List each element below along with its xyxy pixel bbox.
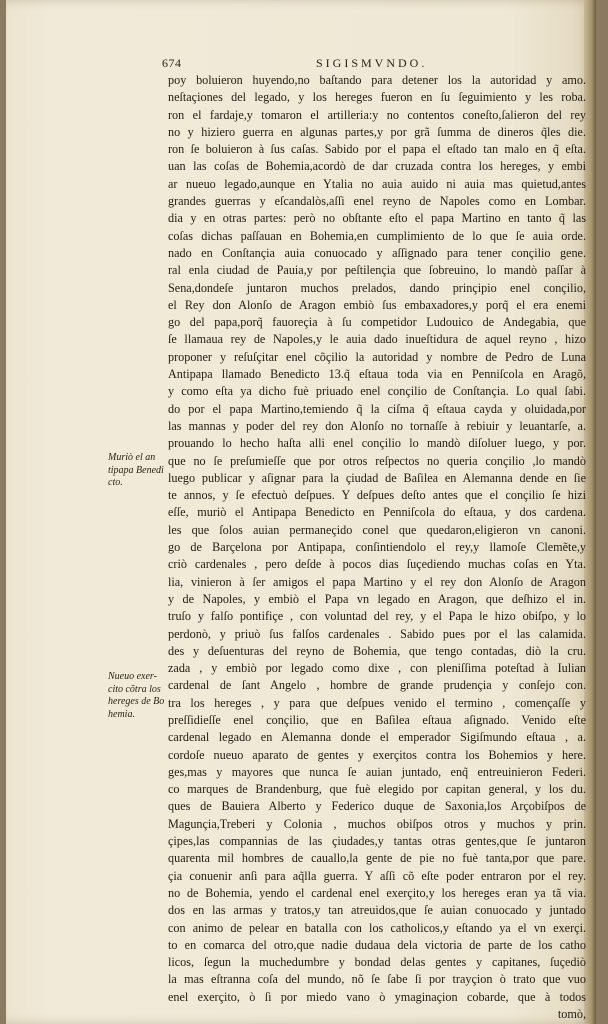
text-line: tomò, [557, 1007, 586, 1022]
margin-note-line: cito cõtra los [108, 683, 161, 695]
text-line: do por el papa Martino,temiendo q̃ la ciſma q̃ eſtaua cayda y oluidada,por [168, 401, 586, 416]
text-line: y como eſta ya dicho fuè priuado enel conçilio de Conſtançia. Lo qual ſabi. [168, 384, 586, 399]
text-line: eſſe, muriò el Antipapa Benedicto en Penniſcola do eſtaua, y dos cardena. [168, 505, 586, 520]
text-line: go de Barçelona por Antipapa, conſintiendolo el rey,y llamoſe Clemẽte,y [168, 540, 586, 555]
text-line: no y hiziero guerra en algunas partes,y por grã ſumma de dineros q̃les die. [168, 124, 586, 139]
text-line: coſas dichas paſſauan en Bohemia,en cumplimiento de lo que ſe auia orde. [168, 228, 586, 243]
margin-note-antipapa [108, 452, 170, 490]
text-line: ral enla ciudad de Pauia,y por peſtilençia que ſobreuino, lo mandò paſſar à [168, 263, 586, 278]
text-line: enel exerçito, ò ſi por miedo vano ò ymaginaçion cobarde, que à todos [168, 989, 586, 1004]
text-line: çia conuenir anſi para aq̃lla guerra. Y aſſi cõ eſte poder entraron por el rey. [168, 868, 586, 883]
body-text [168, 72, 586, 1023]
text-line: ron el fardaje,y tomaron el artilleria:y no contentos coneſto,ſalieron del rey [168, 107, 586, 122]
text-line: criò cardenales , pero deſde à pocos dias ſuçediendo muchas coſas en Yta. [168, 557, 586, 572]
text-line: prouando lo hecho haſta alli enel conçilio lo mandò diſoluer luego, y por. [168, 436, 586, 451]
margin-note-line: cto. [108, 477, 123, 488]
text-line: cardenal de ſant Angelo , hombre de grande prudençia y conſejo con. [168, 678, 586, 693]
text-line: çipes,las compannias de las çiudades,y tantas otras gentes,que ſe juntaron [168, 834, 586, 849]
text-line: las mannas y poder del rey don Alonſo no tornaſſe à rebiuir y leuantarſe, a. [168, 418, 586, 433]
text-line: Magunçia,Treberi y Colonia , muchos obiſpos otros y muchos y prin. [168, 816, 586, 831]
text-line: ges,mas y mayores que nunca ſe auian juntado, enq̃ entreuinieron Federi. [168, 764, 586, 779]
text-line: des y deſuenturas del reyno de Bohemia, que tengo contadas, diò la cru. [168, 643, 586, 658]
text-line: te annos, y ſe efectuò deſpues. Y deſpues deſto antes que el conçilio ſe hizi [168, 488, 586, 503]
text-line: go del papa,porq̃ fauoreçia à ſu competidor Ludouico de Andegabia, que [168, 315, 586, 330]
text-line: Antipapa llamado Benedicto 13.q̃ eſtaua toda via en Penniſcola en Aragõ, [168, 367, 586, 382]
text-line: ſe llamaua rey de Napoles,y le auia dado inueſtidura de aquel reyno , hizo [168, 332, 586, 347]
text-line: ques de Bauiera Alberto y Federico duque de Saxonia,los Arçobiſpos de [168, 799, 586, 814]
text-line: uan las coſas de Bohemia,acordò de dar cruzada contra los hereges, y embi [168, 159, 586, 174]
margin-note-line: hereges de Bo [108, 696, 165, 707]
text-line: zada , y embiò por legado como dixe , con pleniſſima poteſtad à Iulian [168, 661, 586, 676]
text-line: dia y en otras partes: però no obſtante eſto el papa Martino en tanto q̃ las [168, 211, 586, 226]
text-line: co marques de Brandenburg, que fuè elegido por capitan general, y los du. [168, 782, 586, 797]
text-line: neſtaçiones del legado, y los hereges fueron en ſu ſeguimiento y les roba. [168, 90, 586, 105]
text-line: cordoſe nueuo aparato de gentes y exerçitos contra los Bohemios y here. [168, 747, 586, 762]
text-line: que no ſe preſumieſſe que por otros reſpectos no queria conçilio ,lo mandò [168, 453, 586, 468]
text-line: to en comarca del otro,que nadie dudaua dela victoria de parte de los catho [168, 937, 586, 952]
page-number: 674 [162, 56, 182, 70]
margin-note-line: Nueuo exer- [108, 671, 157, 682]
margin-note-line: Muriò el an [108, 452, 156, 463]
text-line: quarenta mil hombres de cauallo,la gente de pie no fuè tanta,por que pare. [168, 851, 586, 866]
text-line: con animo de pelear en batalla con los catholicos,y eſtando ya el vn exerçi. [168, 920, 586, 935]
margin-note-line: tipapa Benedi [108, 464, 164, 476]
running-head: SIGISMVNDO. [316, 56, 428, 70]
text-line: les que ſolos auian permaneçido conel que quedaron,eligieron vn canoni. [168, 522, 586, 537]
text-line: lia, vinieron à ſer amigos el papa Martino y el rey don Alonſo de Aragon [168, 574, 586, 589]
text-line: ar nueuo legado,aunque en Ytalia no auia auido ni auia mas quietud,antes [168, 176, 586, 191]
text-line: licos, ſegun la muchedumbre y bondad delas gentes y capitanes, ſuçediò [168, 955, 586, 970]
text-line: y de Napoles, y embiò el Papa vn legado en Aragon, que deſhizo el in. [168, 591, 586, 606]
text-line: ron ſe boluieron à ſus caſas. Sabido por el papa el eſtado tan malo en q̃ eſta. [168, 142, 586, 157]
text-line: perdonò, y priuò ſus falſos cardenales . Sabido pues por el las calamida. [168, 626, 586, 641]
text-line: tra los hereges , y para que deſpues venido el termino , començaſſe y [168, 695, 586, 710]
text-line: dos en las armas y tratos,y tan atreuidos,que ſe auian conuocado y juntado [168, 903, 586, 918]
margin-note-line: hemia. [108, 708, 135, 720]
text-line: la mas eſtranna coſa del mundo, nõ ſe ſabe ſi por trayçion ò trato que vuo [168, 972, 586, 987]
text-line: luego publicar y aſignar para la çiudad de Baſilea en Alemanna dende en ſie [168, 470, 586, 485]
text-line: nado en Conſtançia auia conuocado y aſſignado para tener conçilio gene. [168, 245, 586, 260]
book-page [6, 0, 596, 1024]
text-line: no de Bohemia, yendo el cardenal enel exerçito,y los hereges eran ya tã via. [168, 885, 586, 900]
margin-note-nueuo-exercito [108, 671, 170, 721]
text-line: truſo y falſo pontifiçe , con voluntad del rey, y el Papa le hizo obiſpo, y lo [168, 609, 586, 624]
text-line: el Rey don Alonſo de Aragon embiò ſus embaxadores,y porq̃ el era enemi [168, 297, 586, 312]
text-line: grandes guerras y eſcandalòs,aſſi enel reyno de Napoles como en Lombar. [168, 194, 586, 209]
text-line: proponer y reſuſçitar enel cõçilio la autoridad y nombre de Pedro de Luna [168, 349, 586, 364]
text-line: poy boluieron huyendo,no baſtando para detener los la autoridad y amo. [168, 73, 586, 87]
text-line: Sena,dondeſe juntaron muchos prelados, dando prinçipio enel conçilio, [168, 280, 586, 295]
text-line: cardenal legado en Alemanna donde el emperador Sigiſmundo eſtaua , a. [168, 730, 586, 745]
text-line: preſſidieſſe enel conçilio, que en Baſilea eſtaua aſignado. Venido eſte [168, 712, 586, 727]
